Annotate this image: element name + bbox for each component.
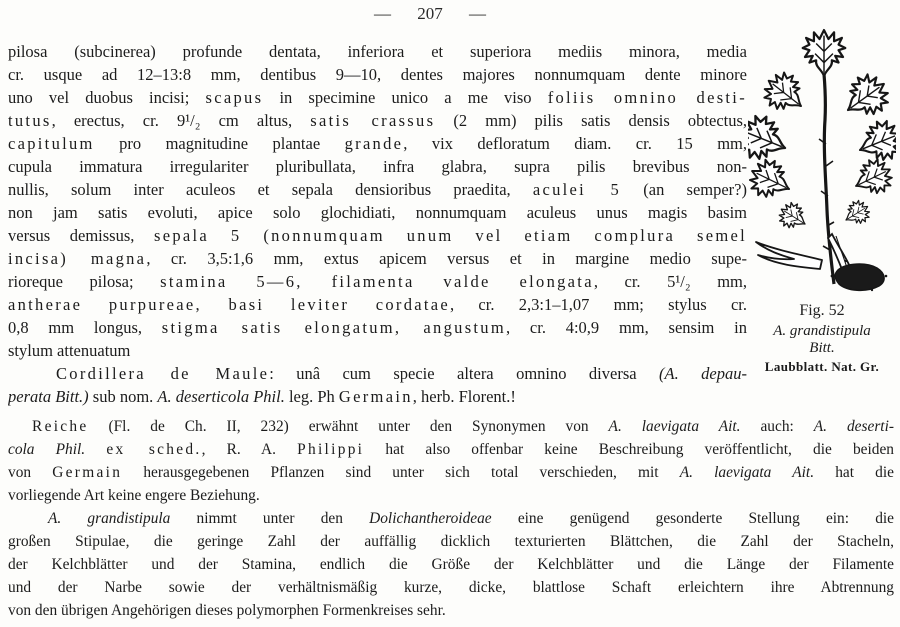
text-run: A. deserti- — [813, 418, 894, 435]
text-line — [8, 415, 894, 438]
text-run: von den übrigen Angehörigen dieses polymorphen Formenkreises sehr. — [8, 602, 446, 619]
text-run: 0,8 mm longus, — [8, 318, 162, 337]
text-line — [8, 484, 894, 507]
text-run: (2 mm) pilis satis densis obtectus, — [435, 111, 747, 130]
text-run: rioreque pilosa; — [8, 272, 161, 291]
text-run: herausgegebenen Pflanzen sind unter sich total verschieden, mit — [122, 464, 680, 481]
text-line — [8, 109, 747, 132]
text-run: eine genügend gesonderte Stellung ein: die — [491, 510, 894, 527]
text-run: , cr. 4:0,9 mm, sensim in — [506, 318, 747, 337]
text-run: , R. A. — [201, 441, 298, 458]
text-run: stamina 5—6, filamenta valde elongata — [160, 272, 594, 291]
text-run: A. grandistipula — [48, 510, 171, 527]
paragraph-reiche — [8, 415, 894, 507]
text-run: cola Phil. — [8, 441, 86, 458]
text-run: ex sched. — [106, 441, 202, 458]
text-run: der Kelchblätter und der Stamina, endlich die Größe der Kelchblätter und die Länge der Filamente — [8, 556, 894, 573]
text-line — [8, 40, 747, 63]
paragraph-latin-description — [8, 40, 747, 362]
text-run: stylum attenuatum — [8, 341, 131, 360]
text-run: A. deserticola Phil. — [157, 387, 285, 406]
text-line — [8, 201, 747, 224]
text-run: auch: — [740, 418, 814, 435]
text-line — [8, 270, 747, 293]
text-line — [8, 461, 894, 484]
text-run: perata Bitt.) — [8, 387, 89, 406]
text-line — [8, 530, 894, 553]
text-run: capitulum — [8, 134, 95, 153]
text-run — [85, 441, 106, 458]
paragraph-cordillera — [8, 362, 747, 408]
figure-note: Laubblatt. Nat. Gr. — [764, 359, 880, 374]
text-run: cr. usque ad 12–13:8 mm, dentibus 9—10, dentes majores nonnumquam dente minore — [8, 65, 747, 84]
text-run: grande — [344, 134, 404, 153]
text-line — [8, 63, 747, 86]
text-run: , cr. 5¹/₂ mm, — [593, 272, 747, 291]
paragraph-grandistipula — [8, 507, 894, 622]
text-run: aculei 5 — [532, 180, 622, 199]
text-line — [8, 316, 747, 339]
text-run: hat also offenbar keine Beschreibung veröffentlicht, die beiden — [364, 441, 894, 458]
text-run: , vix defloratum diam. cr. 15 mm, — [403, 134, 747, 153]
text-line — [8, 224, 747, 247]
text-run: (A. depau- — [659, 364, 747, 383]
text-run: , herb. Florent.! — [412, 387, 516, 406]
text-run: vorliegende Art keine engere Beziehung. — [8, 487, 260, 504]
text-run: foliis omnino desti- — [547, 88, 747, 107]
text-run: stigma satis elongatum, angustum — [161, 318, 506, 337]
text-run: Dolichantheroideae — [369, 510, 492, 527]
text-run: in specimine unico a me viso — [263, 88, 548, 107]
text-run: Philippi — [297, 441, 365, 458]
text-run: nullis, solum inter aculeos et sepala densioribus praedita, — [8, 180, 533, 199]
text-run: , cr. 2,3:1–1,07 mm; stylus cr. — [450, 295, 747, 314]
text-run: Germain — [338, 387, 413, 406]
text-line — [8, 155, 747, 178]
text-run: : unâ cum specie altera omnino diversa — [269, 364, 660, 383]
figure-species: A. grandistipula — [773, 323, 871, 339]
text-line — [8, 385, 747, 408]
figure-52 — [746, 26, 898, 375]
text-run: sepala 5 (nonnumquam unum vel etiam complura semel — [153, 226, 747, 245]
text-run: , erectus, cr. 9¹/₂ cm altus, — [51, 111, 311, 130]
text-line — [8, 576, 894, 599]
text-run: sub nom. — [88, 387, 158, 406]
text-run: A. laevigata Ait. — [608, 418, 741, 435]
text-run: non jam satis evoluti, apice solo glochidiati, nonnumquam aculeus unus magis basim — [8, 203, 747, 222]
text-line — [8, 132, 747, 155]
text-run: antherae purpureae, basi leviter cordatae — [8, 295, 451, 314]
text-line — [8, 247, 747, 270]
figure-label: Fig. 52 — [799, 302, 845, 319]
text-run: hat die — [814, 464, 894, 481]
text-line — [8, 438, 894, 461]
text-run: incisa) magna — [8, 249, 147, 268]
text-line — [8, 553, 894, 576]
text-run: Germain — [52, 464, 123, 481]
text-run: versus demissus, — [8, 226, 154, 245]
text-line — [8, 362, 747, 385]
leaf-illustration — [748, 26, 896, 298]
text-run: uno vel duobus incisi; — [8, 88, 206, 107]
text-line — [8, 86, 747, 109]
text-run: und der Narbe sowie der verhältnismäßig kurze, dicke, blattlose Schaft erleichtern ihre Abtrennung — [8, 579, 894, 596]
page-number-header: — 207 — — [374, 4, 486, 23]
text-line — [8, 339, 747, 362]
text-run: cupula immatura irregulariter pluribullata, infra glabra, supra pilis brevibus non- — [8, 157, 747, 176]
text-run: (an semper?) — [621, 180, 747, 199]
text-line — [8, 599, 894, 622]
text-run: großen Stipulae, die geringe Zahl der auffällig dicklich texturierten Blättchen, die Zahl der Stacheln, — [8, 533, 894, 550]
text-run: satis crassus — [310, 111, 436, 130]
text-run: Reiche — [32, 418, 89, 435]
text-run: tutus — [8, 111, 52, 130]
text-line — [8, 507, 894, 530]
text-run: pro magnitudine plantae — [94, 134, 345, 153]
text-run: , cr. 3,5:1,6 mm, extus apicem versus et in margine medio supe- — [146, 249, 747, 268]
text-run: leg. Ph — [284, 387, 339, 406]
text-run: von — [8, 464, 53, 481]
text-run: Cordillera de Maule — [56, 364, 270, 383]
text-run: scapus — [205, 88, 264, 107]
text-run: pilosa (subcinerea) profunde dentata, inferiora et superiora mediis minora, media — [8, 42, 747, 61]
text-run: A. laevigata Ait. — [679, 464, 815, 481]
text-run: (Fl. de Ch. II, 232) erwähnt unter den Synonymen von — [88, 418, 609, 435]
figure-author: Bitt. — [809, 340, 835, 356]
text-line — [8, 293, 747, 316]
text-line — [8, 178, 747, 201]
text-run: nimmt unter den — [170, 510, 370, 527]
